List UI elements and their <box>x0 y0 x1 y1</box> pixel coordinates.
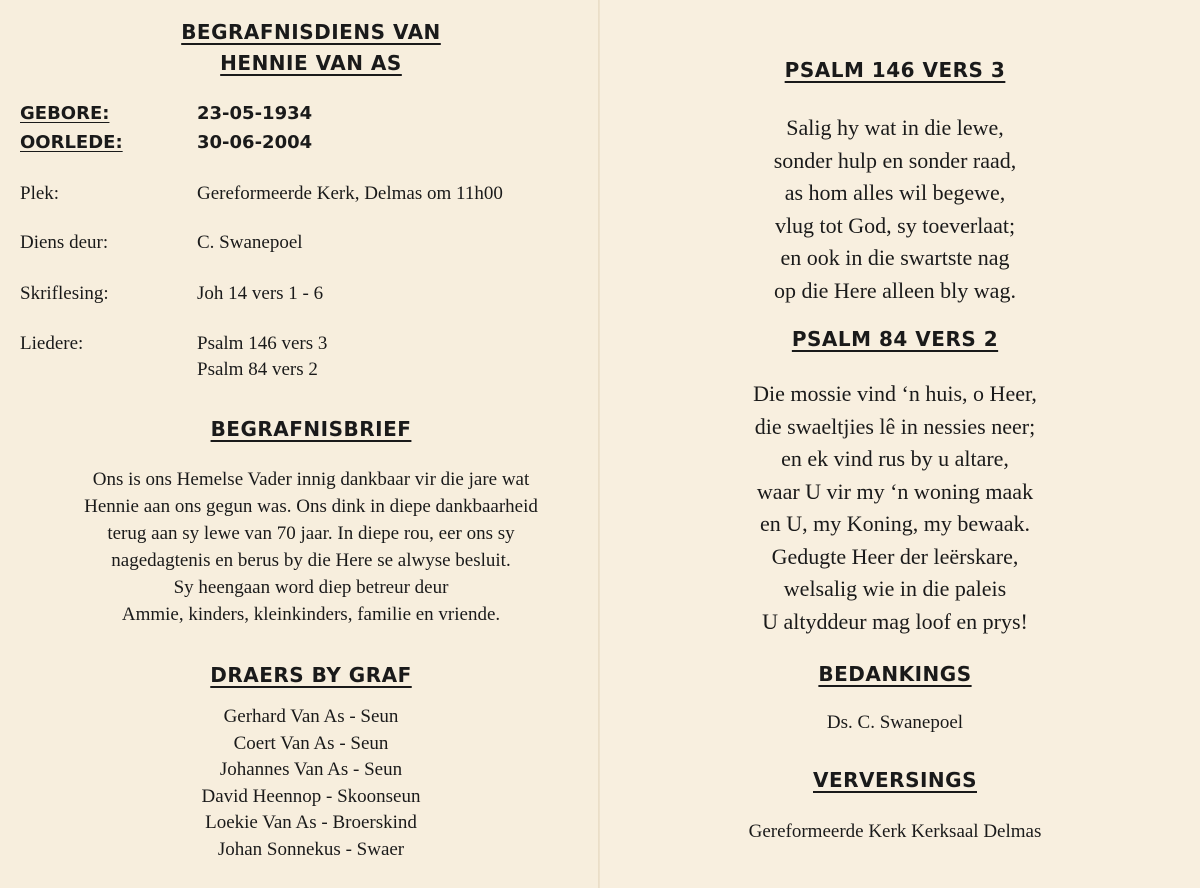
psalm84-line: welsalig wie in die paleis <box>783 576 1007 601</box>
psalm84-text <box>600 378 1190 638</box>
reading-label: Skriflesing: <box>20 283 109 304</box>
bearers-heading: DRAERS BY GRAF <box>210 663 412 687</box>
refreshments-text: Gereformeerde Kerk Kerksaal Delmas <box>748 821 1042 842</box>
psalm84-line: Die mossie vind ‘n huis, o Heer, <box>753 381 1037 406</box>
bearer-item: Johan Sonnekus - Swaer <box>217 838 405 860</box>
letter-text <box>0 466 622 628</box>
songs-value-2: Psalm 84 vers 2 <box>197 359 318 380</box>
songs-label: Liedere: <box>20 333 84 354</box>
died-value: 30-06-2004 <box>197 132 313 153</box>
refreshments-heading: VERVERSINGS <box>813 768 977 792</box>
place-label: Plek: <box>20 183 60 204</box>
psalm84-heading: PSALM 84 VERS 2 <box>791 327 999 351</box>
officiant-label: Diens deur: <box>20 232 109 253</box>
psalm84-line: en ek vind rus by u altare, <box>781 446 1009 471</box>
bearer-item: Johannes Van As - Seun <box>219 759 403 780</box>
letter-line: Ons is ons Hemelse Vader innig dankbaar vir die jare wat <box>92 469 530 490</box>
reading-value: Joh 14 vers 1 - 6 <box>197 283 324 304</box>
psalm84-line: U altyddeur mag loof en prys! <box>762 608 1028 634</box>
letter-line: nagedagtenis en berus by die Here se alwyse besluit. <box>111 550 511 571</box>
letter-heading: BEGRAFNISBRIEF <box>210 417 412 441</box>
letter-line: Ammie, kinders, kleinkinders, familie en vriende. <box>121 604 501 625</box>
psalm146-line: vlug tot God, sy toeverlaat; <box>774 212 1016 238</box>
thanks-heading: BEDANKINGS <box>818 662 972 686</box>
thanks-text: Ds. C. Swanepoel <box>826 712 964 733</box>
letter-line: terug aan sy lewe van 70 jaar. In diepe rou, eer ons sy <box>107 523 515 544</box>
letter-line: Sy heengaan word diep betreur deur <box>173 577 449 598</box>
songs-value-1: Psalm 146 vers 3 <box>197 333 328 354</box>
psalm146-heading: PSALM 146 VERS 3 <box>784 58 1006 82</box>
psalm146-line: sonder hulp en sonder raad, <box>773 147 1017 173</box>
deceased-name: HENNIE VAN AS <box>220 51 402 75</box>
officiant-value: C. Swanepoel <box>197 232 303 253</box>
psalm146-line: as hom alles wil begewe, <box>784 180 1006 205</box>
psalm84-line: Gedugte Heer der leërskare, <box>771 543 1019 569</box>
psalm146-text <box>600 112 1190 307</box>
born-value: 23-05-1934 <box>197 103 313 124</box>
psalm84-line: en U, my Koning, my bewaak. <box>759 511 1031 536</box>
born-label: GEBORE: <box>20 103 110 124</box>
bearer-item: Loekie Van As - Broerskind <box>205 812 417 833</box>
bearer-item: David Heennop - Skoonseun <box>201 785 421 807</box>
psalm146-line: en ook in die swartste nag <box>780 245 1010 270</box>
psalm84-line: die swaeltjies lê in nessies neer; <box>754 413 1036 439</box>
psalm146-line: Salig hy wat in die lewe, <box>786 115 1004 140</box>
died-label: OORLEDE: <box>20 132 123 153</box>
bearer-item: Gerhard Van As - Seun <box>223 706 399 727</box>
bearers-list <box>0 704 622 863</box>
service-title-line1: BEGRAFNISDIENS VAN <box>181 20 441 44</box>
bearer-item: Coert Van As - Seun <box>233 732 389 754</box>
psalm84-line: waar U vir my ‘n woning maak <box>756 478 1034 504</box>
letter-line: Hennie aan ons gegun was. Ons dink in diepe dankbaarheid <box>84 496 538 517</box>
place-value: Gereformeerde Kerk, Delmas om 11h00 <box>197 183 503 204</box>
right-page <box>600 0 1200 888</box>
psalm146-line: op die Here alleen bly wag. <box>774 277 1016 303</box>
